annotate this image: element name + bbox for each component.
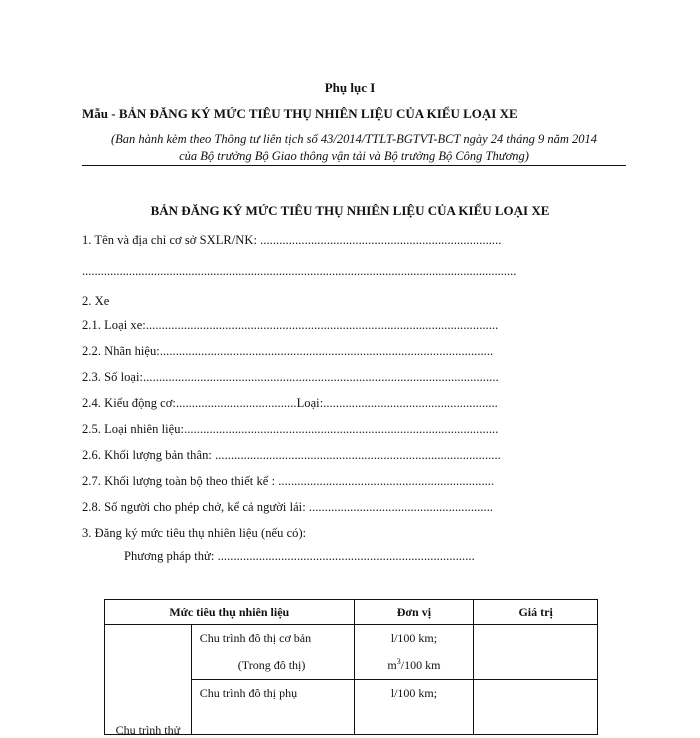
- urban-cycle-cell: [191, 625, 354, 680]
- field-model-number: 2.3. Số loại:................................................................................................................: [82, 370, 499, 384]
- field-test-method: Phương pháp thử: .................................................................................: [124, 549, 475, 563]
- extra-urban-unit-cell: [354, 680, 474, 735]
- extra-urban-cycle-cell: [191, 680, 354, 735]
- urban-cycle-unit-cell: [354, 625, 474, 680]
- urban-cycle-label: Chu trình đô thị cơ bản: [199, 631, 312, 645]
- legal-reference: [82, 131, 626, 165]
- header-unit: Đơn vị: [354, 600, 474, 625]
- table-row: [105, 625, 598, 680]
- fuel-consumption-table: [104, 599, 598, 735]
- legal-reference-line-2: của Bộ trưởng Bộ Giao thông vận tải và Bộ trưởng Bộ Công Thương): [179, 149, 529, 163]
- field-engine-type: 2.4. Kiểu động cơ:......................................Loại:.......................................................: [82, 396, 498, 410]
- urban-cycle-value-cell: [474, 625, 598, 680]
- header-divider: [82, 165, 626, 166]
- unit-liters-2: l/100 km;: [390, 686, 438, 700]
- extra-urban-value-cell: [474, 680, 598, 735]
- header-fuel-consumption: Mức tiêu thụ nhiên liệu: [105, 600, 355, 625]
- unit-liters: l/100 km;: [390, 631, 438, 645]
- form-title: BẢN ĐĂNG KÝ MỨC TIÊU THỤ NHIÊN LIỆU CỦA KIỂU LOẠI XE: [150, 203, 550, 218]
- unit-cubic: $m^3/100$ km: [387, 657, 441, 672]
- section-fuel-consumption: 3. Đăng ký mức tiêu thụ nhiên liệu (nếu có):: [82, 526, 307, 540]
- legal-reference-line-1: (Ban hành kèm theo Thông tư liên tịch số 43/2014/TTLT-BGTVT-BCT ngày 24 tháng 9 năm 2014: [110, 132, 598, 146]
- field-passenger-capacity: 2.8. Số người cho phép chở, kể cả người lái: ..........................................................: [82, 500, 494, 514]
- field-manufacturer-address-cont: ...........................................................................................................................................: [82, 264, 517, 278]
- field-fuel-type: 2.5. Loại nhiên liệu:...................................................................................................: [82, 422, 499, 436]
- test-cycle-group-cell: [105, 625, 192, 735]
- test-cycle-label: Chu trình thử: [115, 723, 181, 737]
- field-gross-weight: 2.7. Khối lượng toàn bộ theo thiết kế : ....................................................................: [82, 474, 495, 488]
- form-template-title: Mẫu - BẢN ĐĂNG KÝ MỨC TIÊU THỤ NHIÊN LIỆU CỦA KIỂU LOẠI XE: [82, 106, 518, 121]
- urban-cycle-sub: (Trong đô thị): [237, 658, 306, 672]
- header-value: Giá trị: [474, 600, 598, 625]
- field-manufacturer-address: 1. Tên và địa chỉ cơ sở SXLR/NK: ............................................................................: [82, 233, 502, 247]
- section-vehicle: 2. Xe: [82, 294, 110, 308]
- field-vehicle-type: 2.1. Loại xe:...............................................................................................................: [82, 318, 499, 332]
- field-curb-weight: 2.6. Khối lượng bản thân: ..........................................................................................: [82, 448, 501, 462]
- field-brand: 2.2. Nhãn hiệu:.........................................................................................................: [82, 344, 494, 358]
- table-header-row: [105, 600, 598, 625]
- appendix-label: Phụ lục I: [324, 80, 376, 95]
- extra-urban-cycle-label: Chu trình đô thị phụ: [199, 686, 298, 700]
